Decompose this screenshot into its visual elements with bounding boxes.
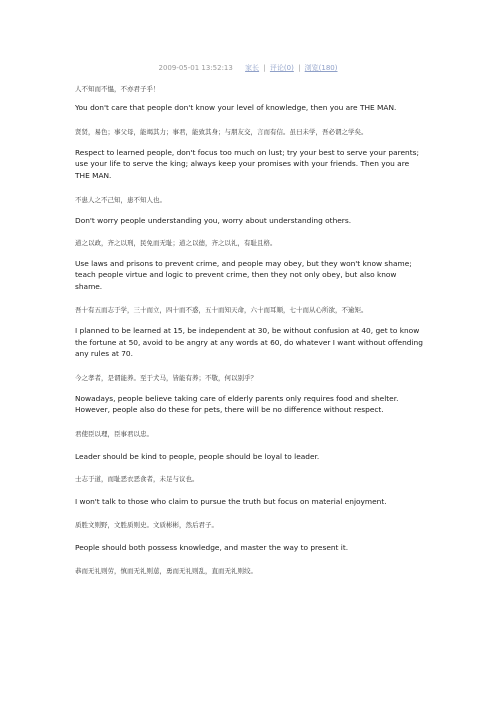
quote-english: Nowadays, people believe taking care of elderly parents only requires food and shelter. However, people also do these for pets, there will be no difference without respect.: [75, 393, 399, 414]
post-date: 2009-05-01 13:52:13: [158, 64, 233, 72]
quote-chinese: 君使臣以理，臣事君以忠。: [75, 429, 153, 438]
quote-chinese: 质胜文则野，文胜质则史。文质彬彬，然后君子。: [75, 520, 218, 529]
quote-english: I planned to be learned at 15, be independent at 30, be without confusion at 40, get to know the fortune at 50, avoid to be angry at any words at 60, do whatever I want without offending any rules at 70.: [75, 326, 423, 358]
quote-chinese: 人不知而不愠，不亦君子乎！: [75, 85, 160, 93]
meta-separator: |: [298, 64, 301, 72]
quote-chinese: 不患人之不己知，患不知人也。: [75, 196, 166, 204]
comments-link[interactable]: 评论(0): [269, 64, 294, 72]
quote-chinese: 道之以政，齐之以刑，民免而无耻；道之以德，齐之以礼，有耻且格。: [75, 238, 277, 247]
quote-english: I won't talk to those who claim to pursue the truth but focus on material enjoyment.: [75, 497, 387, 506]
quote-chinese: 士志于道，而耻恶衣恶食者，未足与议也。: [75, 475, 199, 483]
quote-chinese: 恭而无礼则劳，慎而无礼则葸，勇而无礼则乱，直而无礼则绞。: [75, 567, 257, 575]
views-link[interactable]: 浏览(180): [304, 64, 338, 72]
quote-chinese: 吾十有五而志于学，三十而立，四十而不惑，五十而知天命，六十而耳顺，七十而从心所欲，不逾矩。: [75, 306, 368, 314]
quote-chinese: 今之孝者，是谓能养。至于犬马，皆能有养；不敬，何以别乎？: [75, 373, 257, 382]
post-meta: [0, 63, 496, 73]
quote-english: Leader should be kind to people, people should be loyal to leader.: [75, 451, 320, 461]
quote-english: People should both possess knowledge, and master the way to present it.: [75, 542, 349, 552]
category-link[interactable]: 家长: [245, 64, 260, 72]
quote-english: Respect to learned people, don't focus too much on lust; try your best to serve your parents; use your life to serve the king; always keep your promises with your friends. Then you are THE MAN.: [75, 147, 419, 180]
article-body: [75, 85, 425, 576]
quote-english: Don't worry people understanding you, worry about understanding others.: [75, 216, 352, 225]
quote-english: You don't care that people don't know your level of knowledge, then you are THE MAN.: [75, 103, 397, 112]
quote-english: Use laws and prisons to prevent crime, and people may obey, but they won't know shame; teach people virtue and logic to prevent crime, then they not only obey, but also know shame.: [75, 258, 412, 291]
quote-chinese: 贤贤，易色；事父母，能竭其力；事君，能致其身；与朋友交，言而有信。虽曰未学，吾必谓之学矣。: [75, 127, 368, 136]
meta-separator: |: [263, 64, 266, 72]
